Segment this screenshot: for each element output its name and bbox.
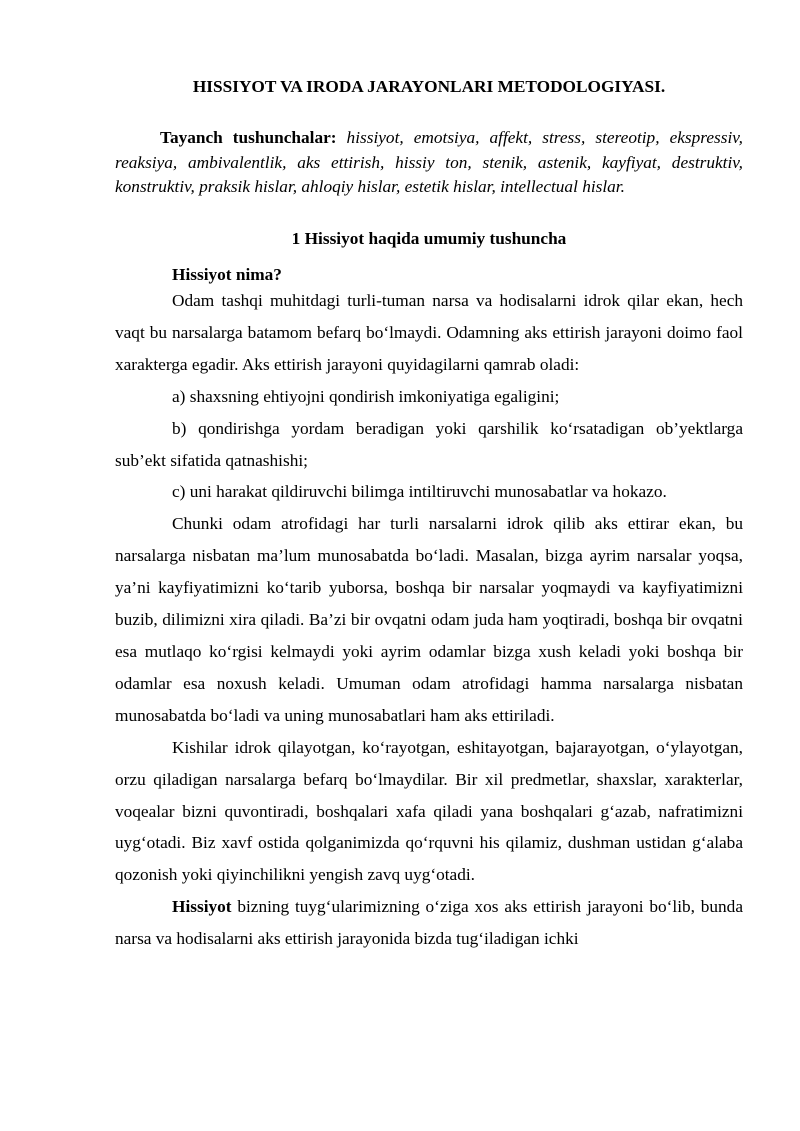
section-title: 1 Hissiyot haqida umumiy tushuncha xyxy=(291,229,567,248)
keywords-paragraph xyxy=(115,126,743,200)
keywords-label: Tayanch tushunchalar: xyxy=(160,128,337,147)
list-item: a) shaxsning ehtiyojni qondirish imkoniyatiga egaligini; xyxy=(172,386,560,406)
subheading: Hissiyot nima? xyxy=(172,265,282,284)
list-item: b) qondirishga yordam beradigan yoki qarshilik ko‘rsatadigan ob’yektlarga sub’ekt sifatida qatnashishi; xyxy=(115,418,743,470)
bold-term: Hissiyot xyxy=(172,897,232,917)
list-item: c) uni harakat qildiruvchi bilimga intiltiruvchi munosabatlar va hokazo. xyxy=(172,482,667,502)
paragraph xyxy=(115,891,743,955)
paragraph: Kishilar idrok qilayotgan, ko‘rayotgan, eshitayotgan, bajarayotgan, o‘ylayotgan, orzu qiladigan narsalarga befarq bo‘lmaydilar. Bir xil predmetlar, shaxslar, xarakterlar, voqealar bizni quvontiradi, boshqalari xafa qiladi yana boshqalari g‘azab, nafratimizni uyg‘otadi. Biz xavf ostida qolganimizda qo‘rquvni his qilamiz, dushman ustidan g‘alaba qozonish yoki qiyinchilikni yengish zavq uyg‘otadi. xyxy=(115,737,743,885)
keywords-list: hissiyot, emotsiya, affekt, stress, stereotip, ekspressiv, reaksiya, ambivalentlik, aks ettirish, hissiy ton, stenik, astenik, kayfiyat, destruktiv, konstruktiv, praksik hislar, ahloqiy hislar, estetik hislar, intellectual hislar. xyxy=(115,128,743,196)
paragraph: Chunki odam atrofidagi har turli narsalarni idrok qilib aks ettirar ekan, bu narsalarga nisbatan ma’lum munosabatda bo‘ladi. Masalan, bizga ayrim narsalar yoqsa, ya’ni kayfiyatimizni ko‘tarib yuborsa, boshqa bir narsalar yoqmaydi va kayfiyatimizni buzib, dilimizni xira qiladi. Ba’zi bir ovqatni odam juda ham yoqtiradi, boshqa bir ovqatni esa mutlaqo ko‘rgisi kelmaydi yoki ayrim odamlar bizga xush keladi yoki boshqa bir odamlar esa noxush keladi. Umuman odam atrofidagi hamma narsalarga nisbatan munosabatda bo‘ladi va uning munosabatlari ham aks ettiriladi. xyxy=(115,514,743,725)
document-title: HISSIYOT VA IRODA JARAYONLARI METODOLOGIYASI. xyxy=(192,77,666,96)
paragraph: Odam tashqi muhitdagi turli-tuman narsa va hodisalarni idrok qilar ekan, hech vaqt bu narsalarga batamom befarq bo‘lmaydi. Odamning aks ettirish jarayoni doimo faol xarakterga egadir. Aks ettirish jarayoni quyidagilarni qamrab oladi: xyxy=(115,291,743,374)
document-body xyxy=(115,285,743,955)
paragraph-text: bizning tuyg‘ularimizning o‘ziga xos aks ettirish jarayoni bo‘lib, bunda narsa va hodisalarni aks ettirish jarayonida bizda tug‘iladigan ichki xyxy=(115,897,743,949)
